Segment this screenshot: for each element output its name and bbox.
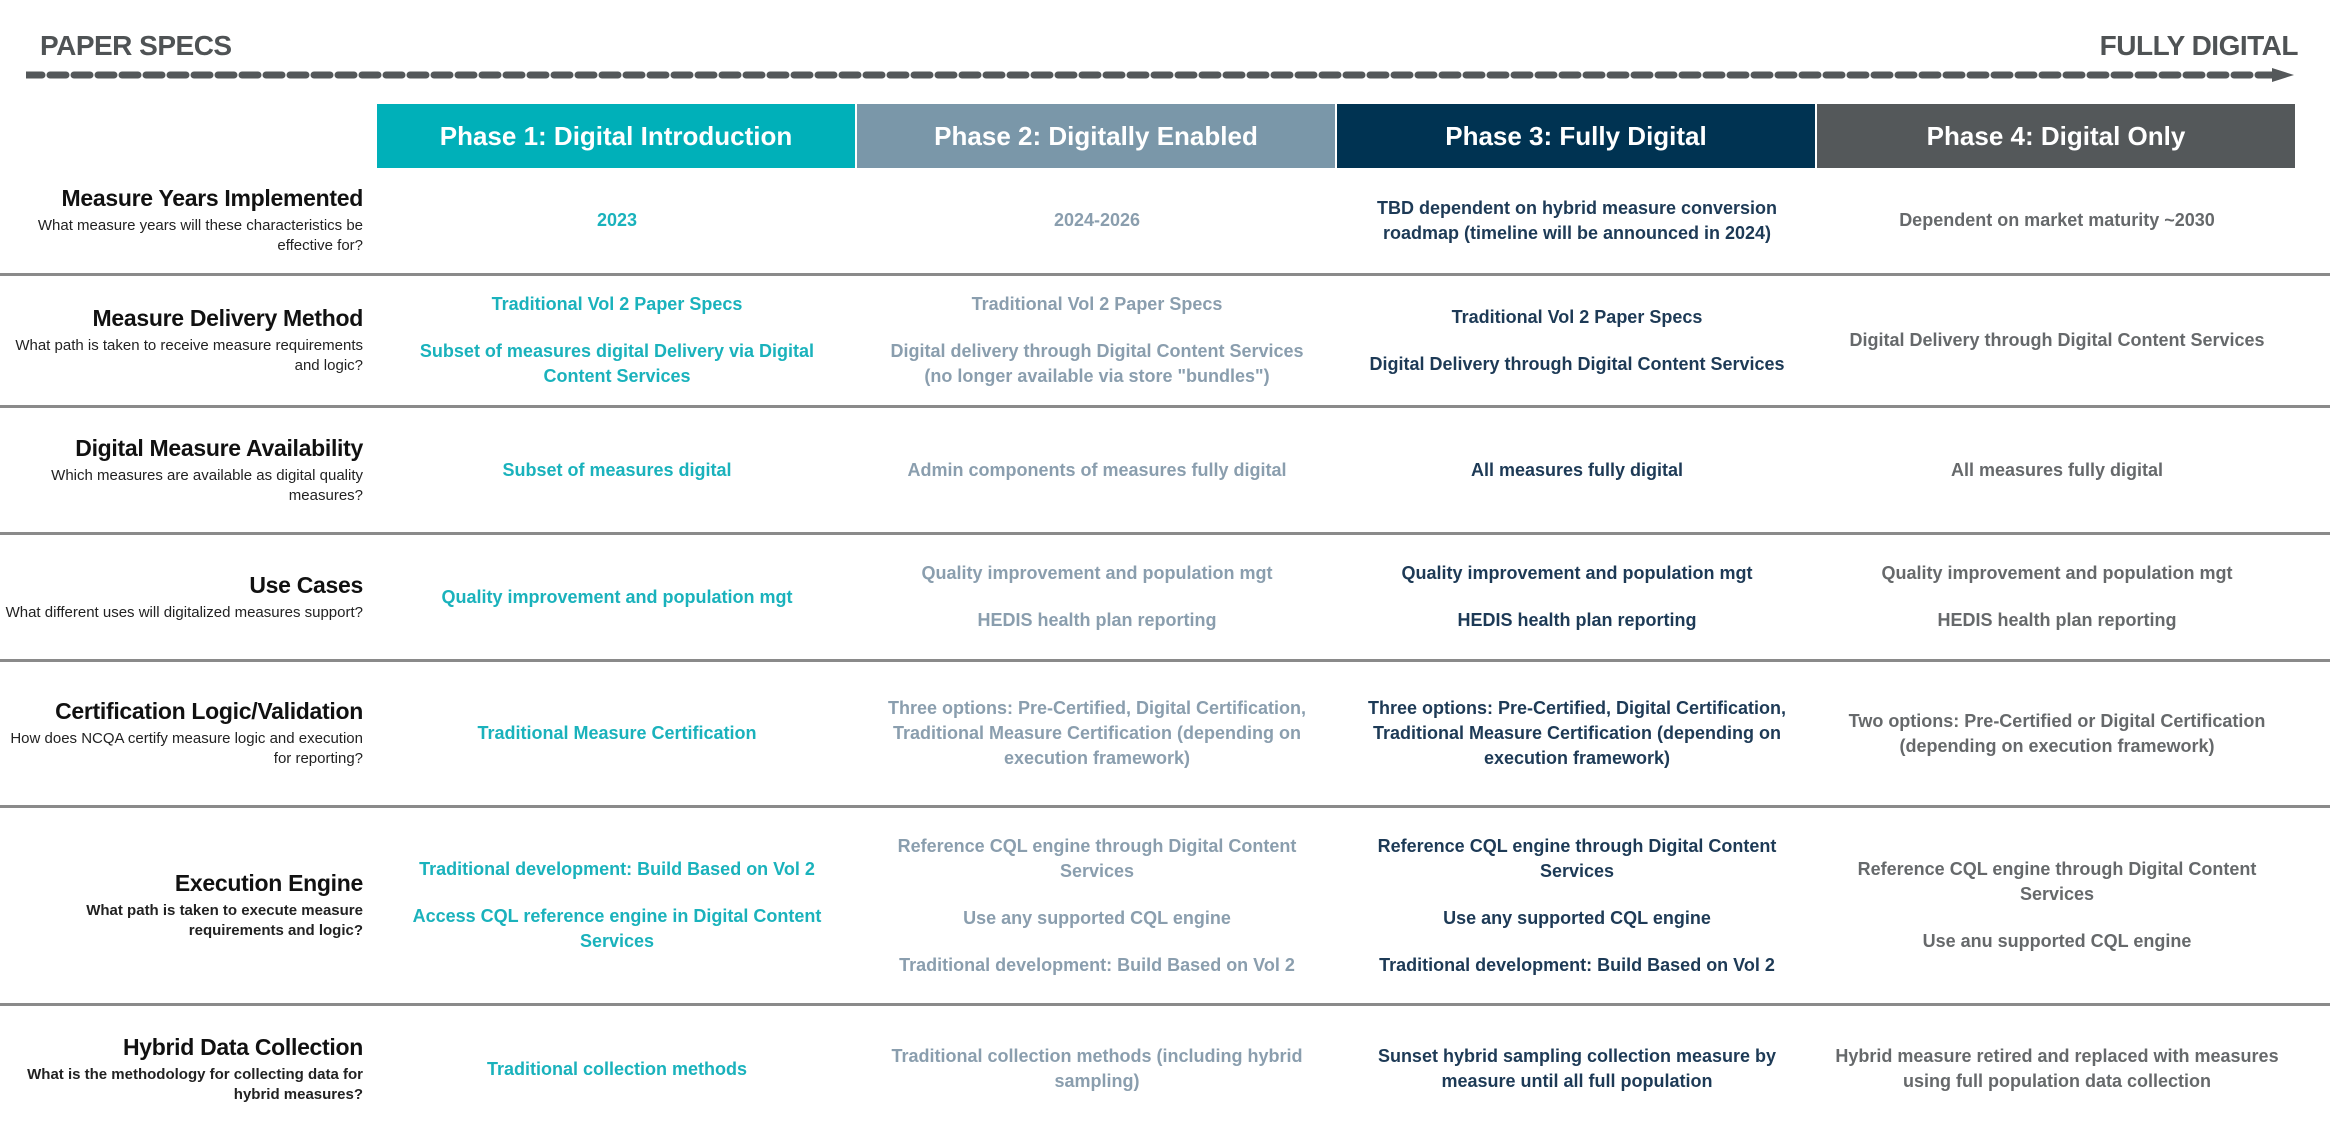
row-label bbox=[0, 662, 377, 805]
cell-text: Dependent on market maturity ~2030 bbox=[1899, 210, 2215, 230]
cell-text: Traditional Vol 2 Paper Specs bbox=[491, 294, 743, 314]
cell-text: Quality improvement and population mgt bbox=[441, 586, 793, 607]
table-row bbox=[0, 273, 2330, 405]
row-label bbox=[0, 535, 377, 659]
phase-4-cell bbox=[1817, 168, 2297, 273]
row-label bbox=[0, 276, 377, 405]
table-row bbox=[0, 1003, 2330, 1132]
row-question: What path is taken to execute measure requirements and logic? bbox=[86, 902, 363, 939]
cell-text: Sunset hybrid sampling collection measure by measure until all full population bbox=[1377, 1046, 1777, 1091]
cell-text: Traditional Measure Certification bbox=[477, 723, 757, 743]
cell-text: Digital delivery through Digital Content Services (no longer available via store "bundles") bbox=[890, 341, 1304, 386]
cell-text: Traditional development: Build Based on Vol 2 bbox=[899, 954, 1295, 975]
phase-3-cell bbox=[1337, 1006, 1817, 1132]
cell-text: Three options: Pre-Certified, Digital Certification, Traditional Measure Certification (depending on execution framework) bbox=[1367, 698, 1787, 768]
phase-4-cell bbox=[1817, 808, 2297, 1003]
row-label bbox=[0, 408, 377, 532]
table-row bbox=[0, 168, 2330, 273]
cell-text: Use any supported CQL engine bbox=[963, 907, 1231, 928]
row-title: Digital Measure Availability bbox=[75, 434, 363, 461]
phase-3-cell bbox=[1337, 168, 1817, 273]
phase-1-cell bbox=[377, 408, 857, 532]
phase-2-cell bbox=[857, 408, 1337, 532]
cell-text: Quality improvement and population mgt bbox=[921, 563, 1273, 583]
cell-text: Admin components of measures fully digital bbox=[907, 459, 1287, 480]
row-title: Certification Logic/Validation bbox=[55, 698, 363, 724]
cell-text: Traditional Vol 2 Paper Specs bbox=[1451, 306, 1703, 327]
row-question: What path is taken to receive measure requirements and logic? bbox=[15, 337, 363, 374]
cell-text: Two options: Pre-Certified or Digital Certification (depending on execution framework) bbox=[1848, 710, 2266, 756]
cell-text: Traditional Vol 2 Paper Specs bbox=[971, 294, 1223, 314]
table-row bbox=[0, 405, 2330, 532]
cell-text: Hybrid measure retired and replaced with measures using full population data collection bbox=[1835, 1046, 2279, 1091]
row-question: What different uses will digitalized measures support? bbox=[5, 603, 363, 621]
paper-specs-label: PAPER SPECS bbox=[40, 30, 232, 61]
phase-4-cell bbox=[1817, 662, 2297, 805]
cell-text: HEDIS health plan reporting bbox=[977, 610, 1217, 630]
row-title: Hybrid Data Collection bbox=[122, 1033, 363, 1060]
table-row bbox=[0, 532, 2330, 659]
cell-text: All measures fully digital bbox=[1470, 459, 1684, 480]
cell-text: HEDIS health plan reporting bbox=[1937, 610, 2177, 630]
row-question: What is the methodology for collecting data for hybrid measures? bbox=[27, 1065, 363, 1103]
phase-3-cell bbox=[1337, 408, 1817, 532]
phase-4-cell bbox=[1817, 535, 2297, 659]
phase-3-cell bbox=[1337, 662, 1817, 805]
row-title: Measure Delivery Method bbox=[92, 305, 363, 331]
row-label bbox=[0, 808, 377, 1003]
cell-text: Quality improvement and population mgt bbox=[1401, 563, 1753, 583]
phase-header-3: Phase 3: Fully Digital bbox=[1337, 104, 1817, 168]
row-question: What measure years will these characteristics be effective for? bbox=[37, 217, 363, 254]
phase-4-cell bbox=[1817, 1006, 2297, 1132]
fully-digital-label: FULLY DIGITAL bbox=[2099, 30, 2298, 61]
table-row bbox=[0, 659, 2330, 805]
row-label bbox=[0, 1006, 377, 1132]
cell-text: TBD dependent on hybrid measure conversion roadmap (timeline will be announced in 2024) bbox=[1376, 197, 1778, 243]
cell-text: Traditional collection methods (including hybrid sampling) bbox=[891, 1046, 1303, 1091]
phase-header-1: Phase 1: Digital Introduction bbox=[377, 104, 857, 168]
cell-text: Reference CQL engine through Digital Content Services bbox=[1377, 835, 1777, 881]
cell-text: Use anu supported CQL engine bbox=[1922, 931, 2192, 951]
cell-text: Traditional development: Build Based on Vol 2 bbox=[419, 859, 815, 879]
phase-1-cell bbox=[377, 662, 857, 805]
phase-3-cell bbox=[1337, 276, 1817, 405]
phase-2-cell bbox=[857, 276, 1337, 405]
cell-text: Digital Delivery through Digital Content Services bbox=[1849, 330, 2265, 350]
cell-text: Subset of measures digital Delivery via Digital Content Services bbox=[419, 341, 815, 386]
phase-header-4: Phase 4: Digital Only bbox=[1817, 104, 2297, 168]
phase-1-cell bbox=[377, 535, 857, 659]
phase-3-cell bbox=[1337, 808, 1817, 1003]
phase-2-cell bbox=[857, 535, 1337, 659]
phase-1-cell bbox=[377, 168, 857, 273]
phase-4-cell bbox=[1817, 276, 2297, 405]
phase-1-cell bbox=[377, 276, 857, 405]
row-title: Use Cases bbox=[249, 571, 363, 598]
phase-1-cell bbox=[377, 1006, 857, 1132]
progression-arrow-icon bbox=[26, 68, 2294, 82]
table-row bbox=[0, 805, 2330, 1003]
cell-text: Traditional development: Build Based on Vol 2 bbox=[1379, 954, 1775, 975]
cell-text: Access CQL reference engine in Digital Content Services bbox=[412, 906, 822, 951]
phase-header-2: Phase 2: Digitally Enabled bbox=[857, 104, 1337, 168]
row-question: How does NCQA certify measure logic and execution for reporting? bbox=[10, 730, 363, 767]
cell-text: Subset of measures digital bbox=[502, 459, 732, 480]
cell-text: Reference CQL engine through Digital Content Services bbox=[1857, 859, 2257, 904]
cell-text: Use any supported CQL engine bbox=[1443, 907, 1711, 928]
cell-text: HEDIS health plan reporting bbox=[1457, 610, 1697, 630]
cell-text: Traditional collection methods bbox=[486, 1058, 748, 1079]
cell-text: Reference CQL engine through Digital Content Services bbox=[897, 835, 1297, 881]
cell-text: 2024-2026 bbox=[1053, 210, 1141, 230]
row-question: Which measures are available as digital quality measures? bbox=[51, 466, 363, 504]
cell-text: 2023 bbox=[596, 210, 638, 230]
phase-2-cell bbox=[857, 1006, 1337, 1132]
phase-2-cell bbox=[857, 168, 1337, 273]
phase-2-cell bbox=[857, 662, 1337, 805]
phase-1-cell bbox=[377, 808, 857, 1003]
phase-4-cell bbox=[1817, 408, 2297, 532]
row-title: Execution Engine bbox=[174, 870, 363, 896]
cell-text: Digital Delivery through Digital Content Services bbox=[1369, 353, 1785, 374]
phase-3-cell bbox=[1337, 535, 1817, 659]
row-title: Measure Years Implemented bbox=[61, 185, 363, 211]
cell-text: All measures fully digital bbox=[1950, 459, 2164, 480]
cell-text: Three options: Pre-Certified, Digital Certification, Traditional Measure Certification (depending on execution framework) bbox=[887, 698, 1307, 768]
phase-2-cell bbox=[857, 808, 1337, 1003]
cell-text: Quality improvement and population mgt bbox=[1881, 563, 2233, 583]
row-label bbox=[0, 168, 377, 273]
